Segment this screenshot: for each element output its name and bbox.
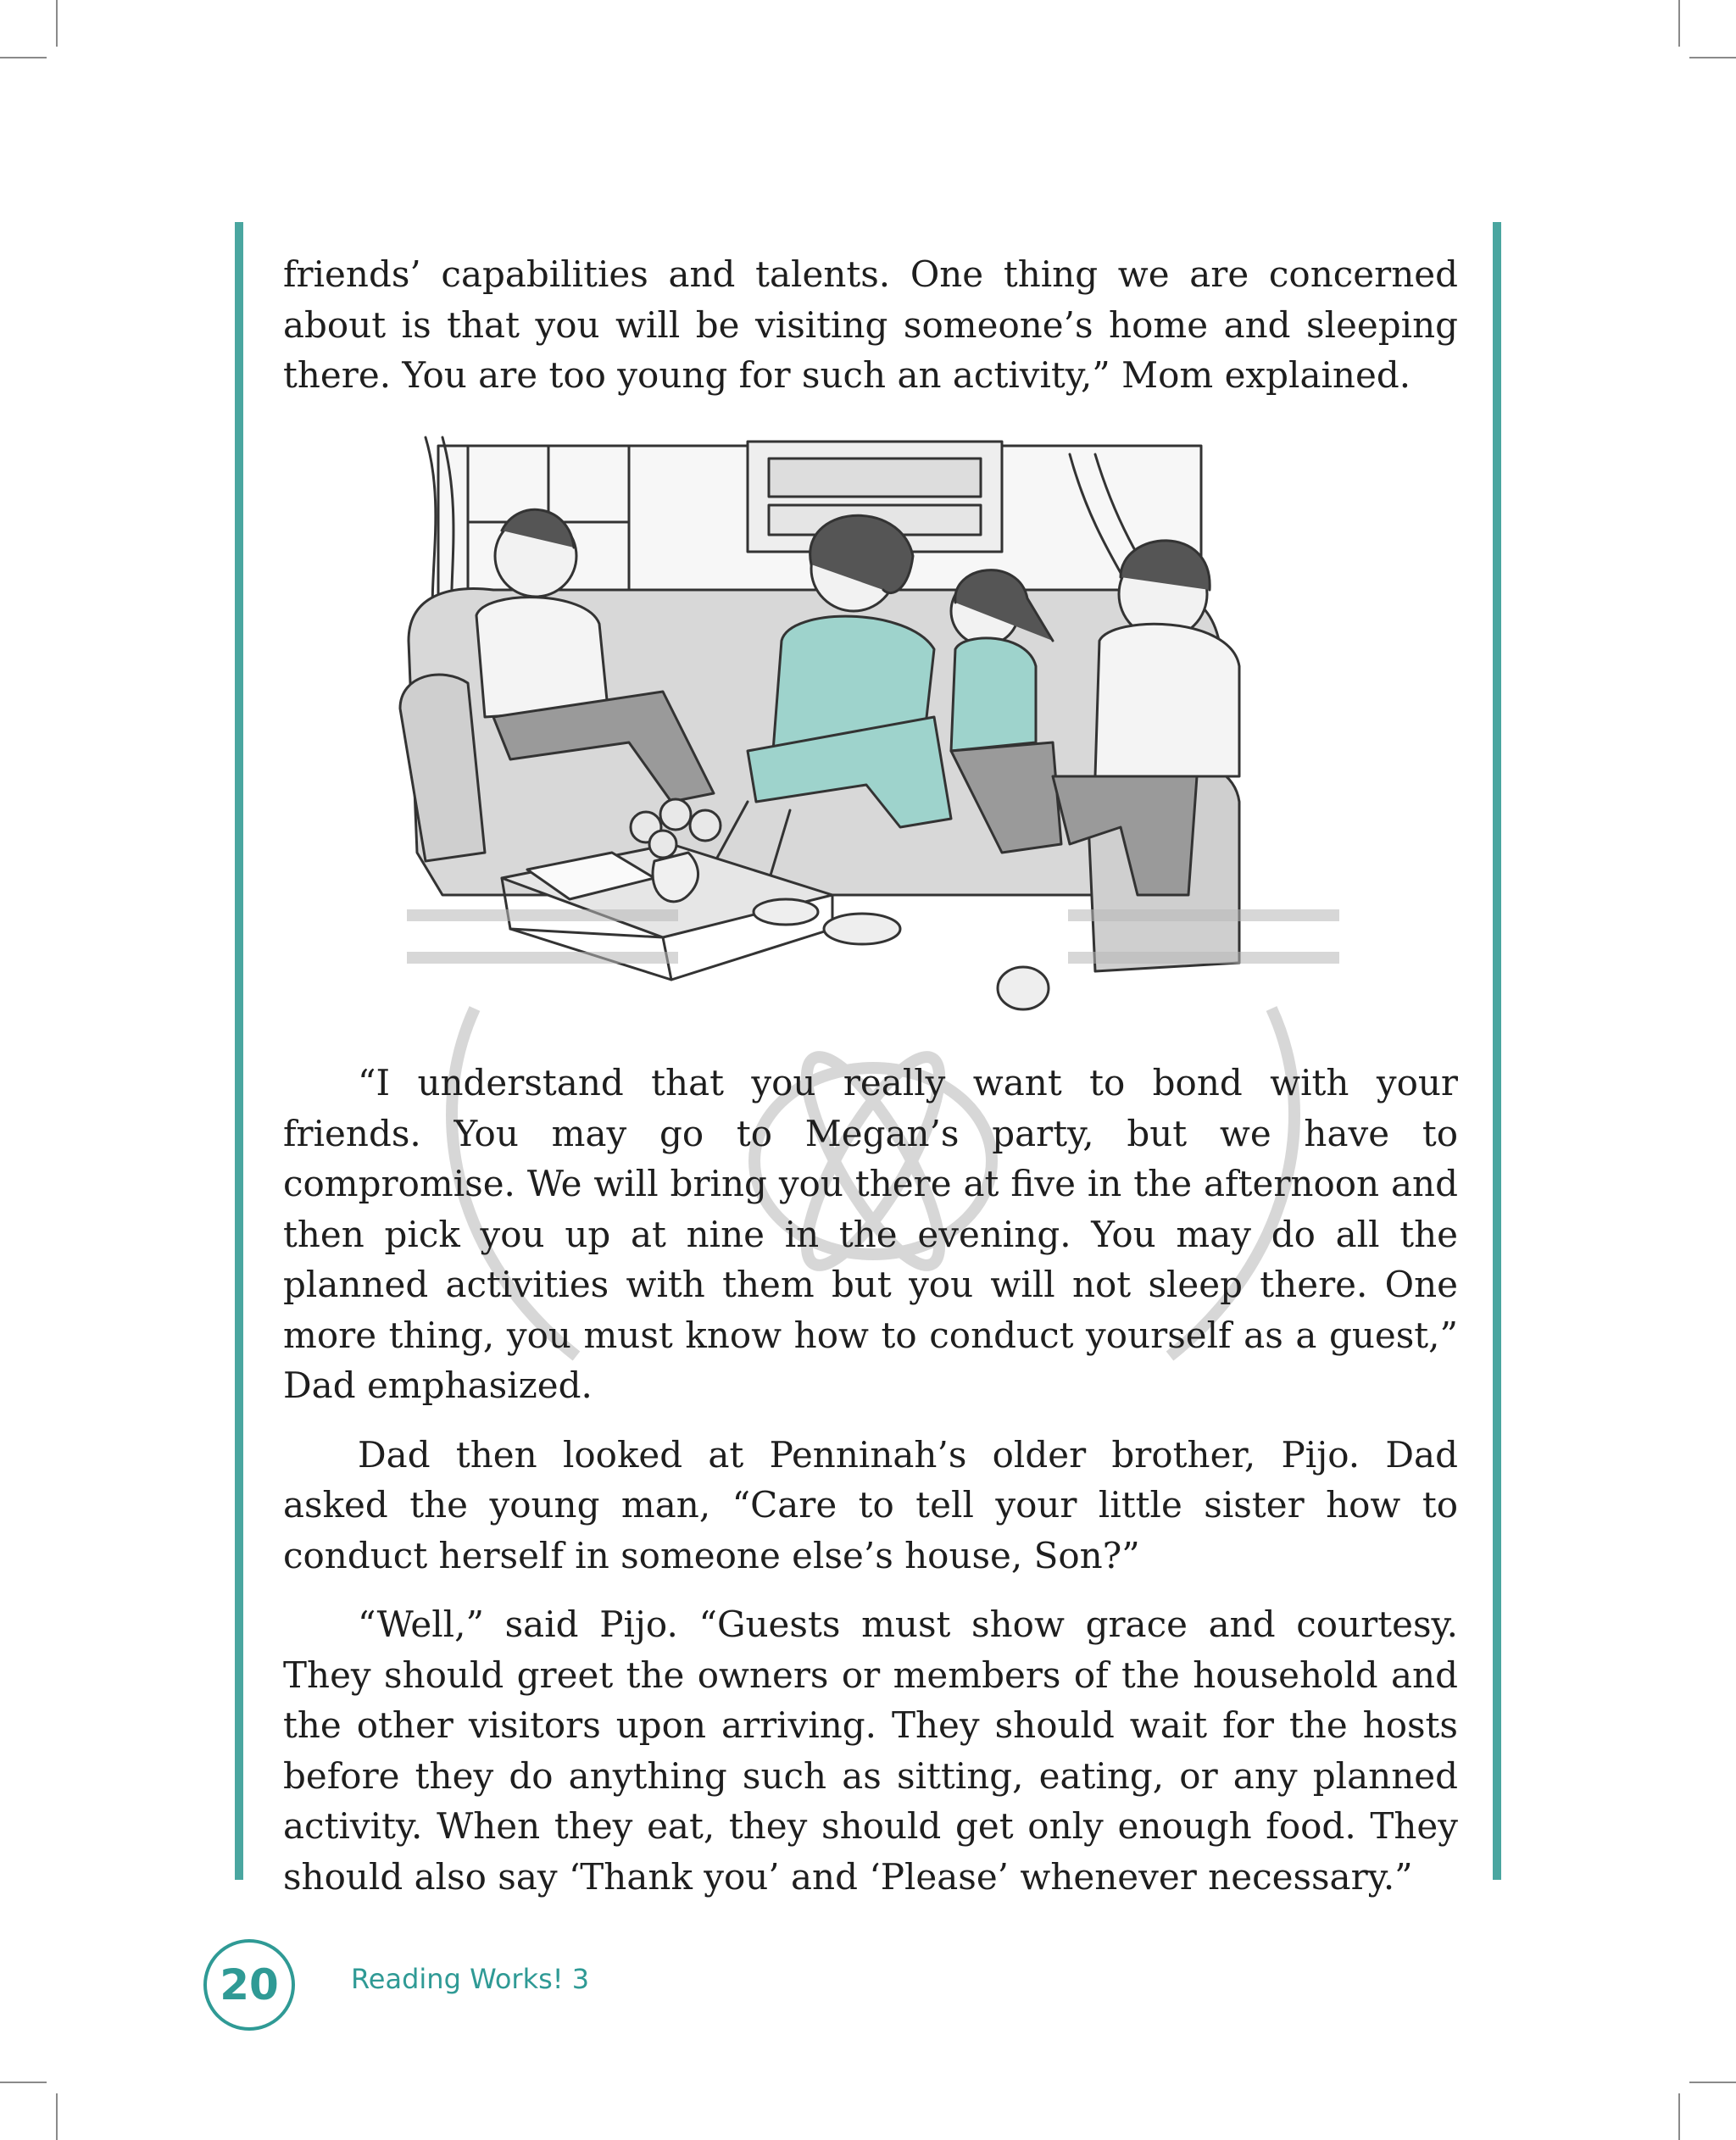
text-block-bottom	[283, 1058, 1458, 1902]
crop-mark	[56, 0, 58, 47]
crop-mark	[1678, 2093, 1680, 2140]
book-title: Reading Works! 3	[351, 1963, 590, 1995]
paragraph: “Well,” said Pijo. “Guests must show grace and courtesy. They should greet the owners or members of the household and the other visitors upon arriving. They should wait for the hosts before they do anything such as sitting, eating, or any planned activity. When they eat, they should get only enough food. They should also say ‘Thank you’ and ‘Please’ whenever necessary.”	[283, 1604, 1458, 1898]
paragraph: Dad then looked at Penninah’s older brother, Pijo. Dad asked the young man, “Care to tell your little sister how to conduct herself in someone else’s house, Son?”	[283, 1433, 1458, 1576]
crop-mark	[1689, 57, 1736, 58]
crop-mark	[0, 57, 47, 58]
right-margin-rule	[1493, 222, 1501, 1880]
crop-mark	[1689, 2082, 1736, 2083]
crop-mark	[0, 2082, 47, 2083]
text-block-top	[283, 249, 1458, 401]
page-number: 20	[220, 1960, 279, 2009]
family-sofa-illustration	[392, 420, 1277, 1024]
crop-mark	[1678, 0, 1680, 47]
page-number-badge	[203, 1939, 295, 2031]
left-margin-rule	[235, 222, 243, 1880]
paragraph: “I understand that you really want to bond with your friends. You may go to Megan’s party, but we have to compromise. We will bring you there at five in the afternoon and then pick you up at nine in the evening. You may do all the planned activities with them but you will not sleep there. One more thing, you must know how to conduct yourself as a guest,” Dad emphasized.	[283, 1062, 1458, 1406]
crop-mark	[56, 2093, 58, 2140]
paragraph: friends’ capabilities and talents. One thing we are concerned about is that you will be visiting someone’s home and sleeping there. You are too young for such an activity,” Mom explained.	[283, 253, 1458, 396]
